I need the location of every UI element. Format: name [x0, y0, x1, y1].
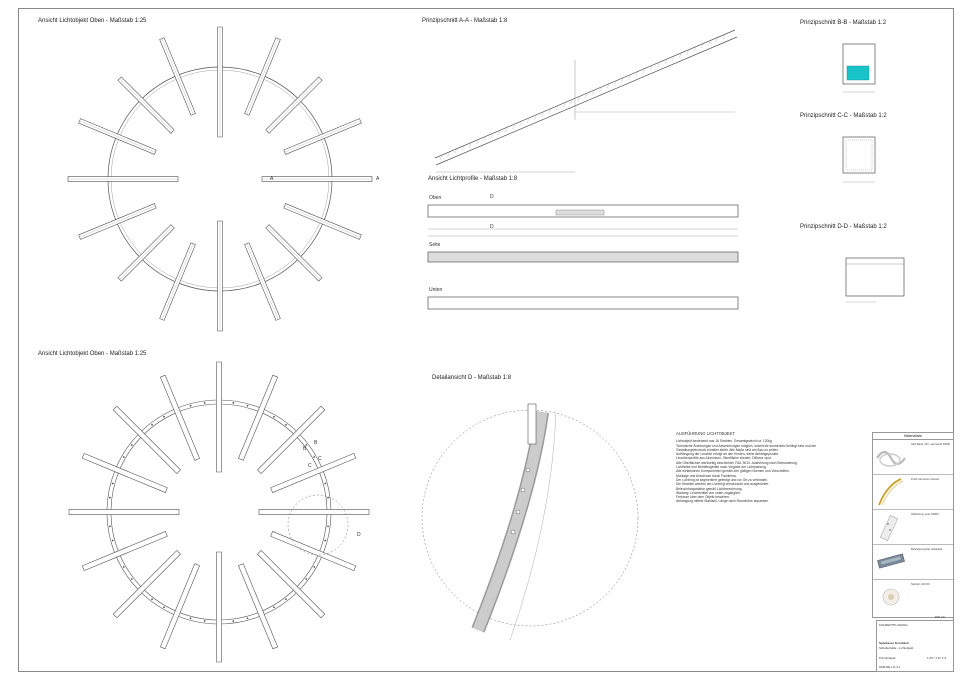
light-ray	[216, 362, 221, 472]
profile-hatch	[708, 41, 710, 45]
ring-fixing-dot	[151, 598, 153, 600]
section-dd-frame	[846, 258, 904, 296]
ray-centerline	[285, 206, 361, 237]
ring-fixing-dot	[190, 405, 192, 407]
legend-item-text: LED-Band, 24V, warmweiß 3000K	[911, 443, 951, 446]
ray-centerline	[267, 226, 320, 279]
profile-hatch	[447, 153, 449, 157]
ring-fixing-dot	[151, 424, 153, 426]
ring-fixing-dot	[273, 606, 275, 608]
ring-fixing-dot	[273, 416, 275, 418]
legend-heading: Materialliste	[873, 433, 953, 440]
profile-hatch	[563, 103, 565, 107]
ring-fixing-dot	[232, 620, 234, 622]
profile-hatch	[505, 128, 507, 132]
profile-label-side: Seite	[429, 242, 441, 248]
profile-hatch	[643, 69, 645, 73]
description-line: Gestaltungseindruck erhalten bleibt. Alle Maße sind am Bau zu prüfen.	[676, 447, 779, 452]
ray-centerline	[267, 79, 320, 132]
profile-hatch	[462, 147, 464, 151]
ring-fixing-dot	[247, 617, 249, 619]
title-section-dd: Prinzipschnitt D-D - Maßstab 1:2	[800, 224, 887, 230]
profile-hatch	[491, 134, 493, 138]
profile-hatch	[440, 156, 442, 160]
cover-icon	[873, 510, 909, 544]
profile-hatch	[520, 122, 522, 126]
profile-hatch	[636, 72, 638, 76]
legend-item	[873, 580, 953, 614]
profile-hatch	[571, 100, 573, 104]
ring-fixing-dot	[190, 617, 192, 619]
title-section-aa: Prinzipschnitt A-A - Maßstab 1:8	[422, 18, 508, 24]
light-ray	[69, 509, 179, 514]
ring-fixing-dot	[285, 598, 287, 600]
marker-b-1: B	[303, 446, 307, 452]
section-cc-frame	[843, 137, 875, 173]
description-line: Wartung: Leuchtmittel von unten zugänglich.	[676, 490, 741, 495]
profile-hatch	[716, 38, 718, 42]
legend-item	[873, 545, 953, 580]
profile-bottom	[428, 297, 738, 309]
ring-fixing-dot	[131, 444, 133, 446]
description-block	[676, 432, 866, 504]
ray-centerline	[80, 121, 156, 152]
ring-fixing-dot	[305, 578, 307, 580]
profile-hatch	[592, 91, 594, 95]
ring-fixing-dot	[163, 606, 165, 608]
legend-item-text: Befestigungsclip, Edelstahl	[911, 548, 942, 551]
tb-drawing: Schalterhalle - Lichtobjekt	[879, 646, 914, 650]
legend-item-text: Profil, Aluminium eloxiert	[911, 478, 940, 481]
light-ray	[259, 509, 369, 514]
ray-centerline	[80, 206, 156, 237]
marker-d-profile-bottom: D	[490, 224, 494, 230]
profile-hatch	[585, 94, 587, 98]
title-section-bb: Prinzipschnitt B-B - Maßstab 1:2	[800, 20, 887, 26]
description-line: Lichtobjekt bestehend aus 16 Strahlen. Gesamtgewicht ca. 120kg.	[676, 439, 773, 444]
profile-strip-icon	[873, 475, 909, 509]
ring-fixing-dot	[109, 525, 111, 527]
ring-fixing-dot	[204, 620, 206, 622]
profile-hatch	[600, 88, 602, 92]
ring-fixing-dot	[131, 578, 133, 580]
legend-item	[873, 510, 953, 545]
ring-fixing-dot	[313, 566, 315, 568]
profile-label-top: Oben	[429, 195, 442, 201]
ring-fixing-dot	[324, 540, 326, 542]
driver-icon	[873, 580, 909, 614]
ring-fixing-dot	[112, 540, 114, 542]
material-legend	[872, 432, 954, 618]
light-ray	[113, 550, 180, 617]
ray-centerline	[162, 244, 193, 320]
description-line: Aufhängung der Leuchte erfolgt an den Knoten, siehe Abhängepunkte.	[676, 452, 780, 457]
profile-hatch	[484, 137, 486, 141]
ray-centerline	[162, 39, 193, 115]
marker-a-left: A	[270, 176, 274, 182]
title-block	[876, 615, 954, 672]
profile-hatch	[687, 51, 689, 55]
ray-centerline	[120, 79, 173, 132]
ring-fixing-dot	[313, 456, 315, 458]
profile-hatch	[672, 57, 674, 61]
profile-hatch	[527, 119, 529, 123]
ring-fixing-dot	[163, 416, 165, 418]
profile-hatch	[513, 125, 515, 129]
profile-hatch	[658, 63, 660, 67]
profile-hatch	[455, 150, 457, 154]
marker-d-detail: D	[357, 532, 361, 538]
ray-centerline	[285, 121, 361, 152]
legend-item-text: Abdeckung opal, PMMA	[911, 513, 939, 516]
legend-item-text: Netzteil, 24V DC	[911, 583, 931, 586]
ray-centerline	[247, 244, 278, 320]
profile-hatch	[629, 75, 631, 79]
description-line: Lichtfarbe und Betriebsgeräte nach Vorgabe der Lichtplanung.	[676, 465, 767, 470]
ring-fixing-dot	[109, 497, 111, 499]
marker-b-2: B	[314, 440, 318, 446]
profile-hatch	[476, 141, 478, 145]
profile-hatch	[614, 82, 616, 86]
title-profile-view: Ansicht Lichtprofile - Maßstab 1:8	[428, 176, 518, 182]
tb-project: Sparkasse Kornbach	[879, 641, 909, 645]
profile-hatch	[542, 113, 544, 117]
detail-d-fixing	[511, 530, 515, 534]
ring-fixing-dot	[247, 405, 249, 407]
description-line: Technische Änderungen und Abweichungen möglich, soweit sie konstruktiv bedingt sind und der	[676, 443, 817, 448]
ring-fixing-dot	[232, 402, 234, 404]
profile-hatch	[534, 116, 536, 120]
tb-firm: KONZEPTPLANUNG	[879, 623, 908, 627]
description-line: Der Lichtring ist segmentiert gefertigt und vor Ort zu verbinden.	[676, 477, 768, 482]
description-line: Die Strahlen werden am Lichtring verschraubt und ausgerichtet.	[676, 482, 770, 487]
marker-d-profile-top: D	[490, 194, 494, 200]
profile-hatch	[578, 97, 580, 101]
marker-c-1: C	[308, 463, 312, 469]
ray-centerline	[247, 39, 278, 115]
profile-edge-bottom	[436, 37, 737, 165]
detail-d-fixing	[521, 488, 525, 492]
legend-item	[873, 475, 953, 510]
description-heading: AUSFÜHRUNG LICHTOBJEKT	[676, 431, 736, 436]
description-line: Alle elektrischen Komponenten gemäß den gültigen Normen und Vorschriften.	[676, 469, 790, 474]
description-line: Leuchtenprofile aus Aluminium, Oberfläche eloxiert, Diffusor opal.	[676, 456, 772, 461]
description-line: Montage und Anschluss durch Fachfirma.	[676, 473, 737, 478]
ring-fixing-dot	[204, 402, 206, 404]
tb-phase: Prinzipdetail	[879, 656, 896, 660]
title-section-cc: Prinzipschnitt C-C - Maßstab 1:2	[800, 113, 887, 119]
profile-label-bottom: Unten	[429, 287, 443, 293]
ring-fixing-dot	[123, 566, 125, 568]
detail-d-ray	[528, 404, 536, 444]
section-bb-led-fill	[847, 66, 869, 80]
profile-hatch	[665, 60, 667, 64]
clip-icon	[873, 545, 909, 579]
legend-item	[873, 440, 953, 475]
profile-hatch	[679, 54, 681, 58]
ring-fixing-dot	[327, 525, 329, 527]
profile-hatch	[701, 44, 703, 48]
ring-fixing-dot	[123, 456, 125, 458]
title-top-plan-1: Ansicht Lichtobjekt Oben - Maßstab 1:25	[38, 18, 147, 24]
detail-d-fixing	[526, 468, 530, 472]
ring-fixing-dot	[324, 483, 326, 485]
tb-paper: DIN A3	[935, 615, 945, 619]
tb-scale: 1:25 / 1:8 / 1:2	[927, 656, 947, 660]
profile-hatch	[694, 48, 696, 52]
description-line: Beleuchtungsstärke gemäß Lichtberechnung.	[676, 486, 743, 491]
ring-fixing-dot	[112, 483, 114, 485]
title-top-plan-2: Ansicht Lichtobjekt Oben - Maßstab 1:25	[38, 351, 147, 357]
profile-hatch	[469, 144, 471, 148]
profile-edge-top	[435, 30, 735, 158]
detail-d-fixing	[516, 510, 520, 514]
light-ray	[113, 406, 180, 473]
marker-c-2: C	[318, 456, 322, 462]
light-ray	[216, 552, 221, 662]
profile-top-insert	[556, 210, 604, 215]
profile-hatch	[723, 35, 725, 39]
profile-hatch	[621, 79, 623, 83]
profile-hatch	[549, 110, 551, 114]
profile-hatch	[498, 131, 500, 135]
profile-hatch	[607, 85, 609, 89]
light-ray	[257, 550, 324, 617]
tb-number: SKB-DE-LO-4-1	[879, 665, 901, 669]
profile-hatch	[650, 66, 652, 70]
ring-fixing-dot	[285, 424, 287, 426]
profile-hatch	[556, 106, 558, 110]
profile-side	[428, 252, 738, 262]
led-coil-icon	[873, 440, 909, 474]
title-detail-d: Detailansicht D - Maßstab 1:8	[432, 375, 512, 381]
description-line: Abhängung mittels Stahlseil, Länge nach Raumhöhe anpassen.	[676, 499, 769, 504]
marker-a-right: A	[376, 176, 380, 182]
ray-centerline	[120, 226, 173, 279]
description-line: Alle Oberflächen werkseitig beschichtet, RAL 9010. Ausführung nach Bemusterung.	[676, 460, 798, 465]
description-line: Freiraum über dem Objekt beachten.	[676, 495, 730, 500]
